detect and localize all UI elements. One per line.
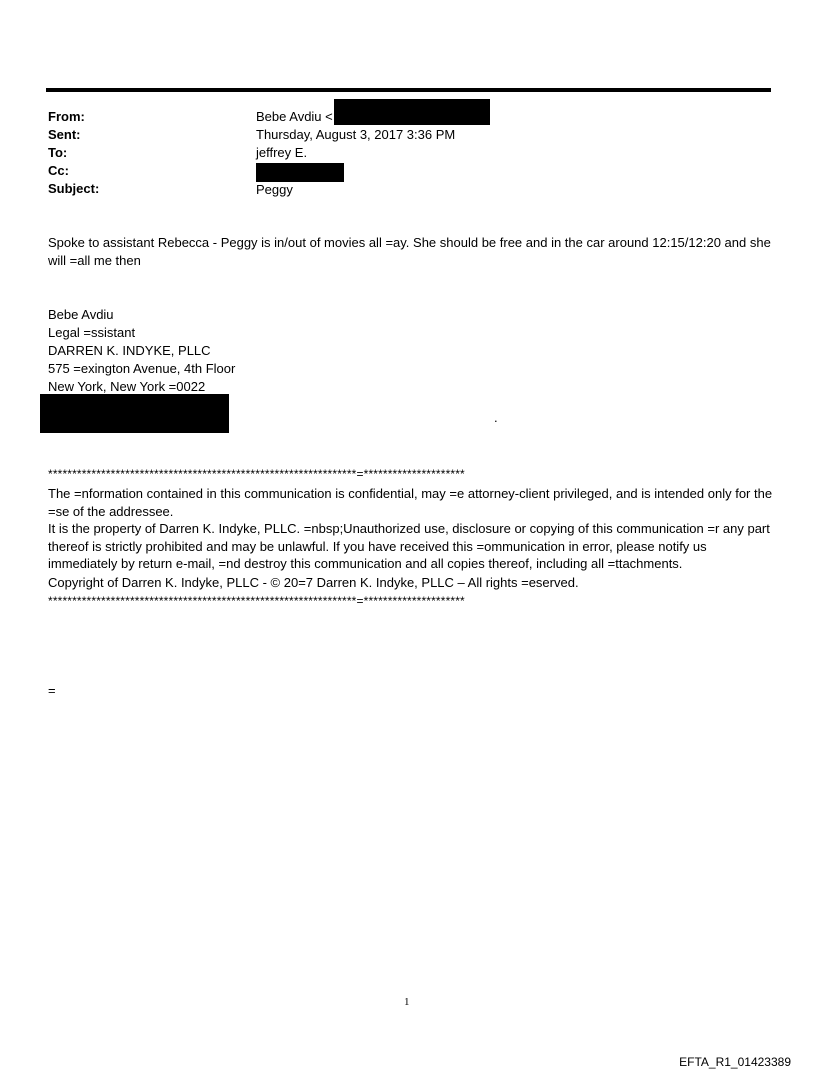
disclaimer-paragraph-1: The =nformation contained in this communication is confidential, may =e attorney-client privileged, and is intended only for the =se of the addressee. bbox=[48, 486, 773, 519]
signature-title: Legal =ssistant bbox=[48, 325, 136, 340]
disclaimer-paragraph-2: It is the property of Darren K. Indyke, PLLC. =nbsp;Unauthorized use, disclosure or copying of this communication =r any part thereof is strictly prohibited and may be unlawful. If you have received this =ommunication in error, please notify us immediately by return e-mail, =nd destroy this communication and all copies thereof, including all =ttachments. bbox=[48, 521, 770, 571]
to-value: jeffrey E. bbox=[256, 145, 308, 160]
subject-label: Subject: bbox=[48, 181, 100, 196]
document-id: EFTA_R1_01423389 bbox=[679, 1055, 791, 1069]
disclaimer-stars-bottom: ****************************************************************=********************* bbox=[48, 594, 465, 608]
signature-firm: DARREN K. INDYKE, PLLC bbox=[48, 343, 211, 358]
header-rule bbox=[46, 88, 771, 92]
stray-dot: . bbox=[494, 410, 498, 425]
from-label: From: bbox=[48, 109, 85, 124]
sent-label: Sent: bbox=[48, 127, 81, 142]
sent-value: Thursday, August 3, 2017 3:36 PM bbox=[256, 127, 456, 142]
signature-address-1: 575 =exington Avenue, 4th Floor bbox=[48, 361, 236, 376]
cc-label: Cc: bbox=[48, 163, 69, 178]
redaction-cc bbox=[256, 163, 344, 182]
page-number: 1 bbox=[404, 996, 410, 1008]
disclaimer-stars-top: ****************************************************************=********************* bbox=[48, 467, 465, 481]
from-value: Bebe Avdiu < bbox=[256, 109, 333, 124]
redaction-signature-contact bbox=[40, 394, 229, 433]
signature-name: Bebe Avdiu bbox=[48, 307, 114, 322]
to-label: To: bbox=[48, 145, 68, 160]
trailing-equals: = bbox=[48, 683, 56, 698]
disclaimer-copyright: Copyright of Darren K. Indyke, PLLC - © 20=7 Darren K. Indyke, PLLC – All rights =eserved. bbox=[48, 575, 579, 590]
redaction-from-email bbox=[334, 99, 490, 125]
signature-address-2: New York, New York =0022 bbox=[48, 379, 206, 394]
subject-value: Peggy bbox=[256, 182, 293, 197]
message-body: Spoke to assistant Rebecca - Peggy is in/out of movies all =ay. She should be free and in the car around 12:15/12:20 and she will =all me then bbox=[48, 235, 771, 268]
